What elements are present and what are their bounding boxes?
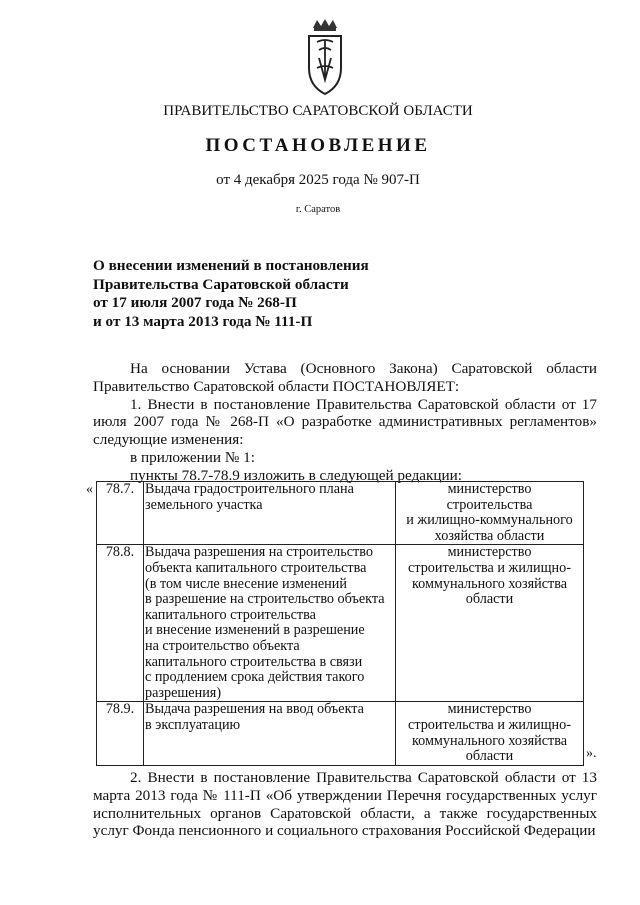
responsible-body-line: и жилищно-коммунального bbox=[406, 512, 573, 529]
body-section-1 bbox=[93, 360, 597, 485]
responsible-body-line: хозяйства области bbox=[434, 527, 545, 544]
service-name-line: Выдача градостроительного плана bbox=[145, 481, 354, 497]
item-number: 78.9. bbox=[97, 702, 144, 765]
service-name-line: на строительство объекта bbox=[145, 637, 300, 654]
service-name bbox=[144, 482, 396, 545]
responsible-body-line: строительства bbox=[446, 496, 533, 513]
responsible-body-line: министерство bbox=[447, 481, 532, 497]
government-name: ПРАВИТЕЛЬСТВО САРАТОВСКОЙ ОБЛАСТИ bbox=[163, 103, 473, 119]
responsible-body-line: министерство bbox=[447, 544, 532, 561]
responsible-body-line: коммунального хозяйства bbox=[411, 575, 568, 592]
responsible-body-line: области bbox=[465, 591, 514, 608]
document-date-number: от 4 декабря 2025 года № 907-П bbox=[216, 172, 420, 188]
table-row bbox=[97, 702, 584, 765]
service-name bbox=[144, 702, 396, 765]
document-city: г. Саратов bbox=[295, 204, 341, 215]
responsible-body bbox=[396, 545, 584, 702]
service-name bbox=[144, 545, 396, 702]
service-name-line: земельного участка bbox=[145, 496, 263, 513]
service-name-line: капитального строительства bbox=[145, 606, 316, 623]
responsible-body bbox=[396, 702, 584, 765]
intro-paragraph: На основании Устава (Основного Закона) Саратовской области Правительство Саратовской области ПОСТАНОВЛЯЕТ: bbox=[93, 360, 597, 395]
service-name-line: в разрешение на строительство объекта bbox=[145, 591, 385, 608]
item-number: 78.8. bbox=[97, 545, 144, 702]
responsible-body-line: области bbox=[465, 748, 514, 765]
responsible-body-line: коммунального хозяйства bbox=[411, 732, 568, 749]
service-name-line: капитального строительства в связи bbox=[145, 653, 363, 670]
appendix-line: в приложении № 1: bbox=[130, 448, 255, 466]
quote-open: « bbox=[86, 482, 93, 497]
subject-line: от 17 июля 2007 года № 268-П bbox=[93, 294, 297, 312]
responsible-body bbox=[396, 482, 584, 545]
responsible-body-line: строительства и жилищно- bbox=[408, 559, 571, 576]
item-2-paragraph: 2. Внести в постановление Правительства Саратовской области от 13 марта 2013 года № 111-П «Об утверждении Перечня государственных услуг исполнительных органов Саратовской области, а также государственных услуг Фонда пенсионного и социального страхования Российской Федерации bbox=[93, 769, 597, 840]
points-line: пункты 78.7-78.9 изложить в следующей редакции: bbox=[130, 466, 463, 484]
item-1-paragraph: 1. Внести в постановление Правительства Саратовской области от 17 июля 2007 года № 268-П «О разработке административных регламентов» следующие изменения: bbox=[93, 395, 597, 449]
subject-line: Правительства Саратовской области bbox=[93, 275, 349, 293]
table-row bbox=[97, 545, 584, 702]
subject-line: О внесении изменений в постановления bbox=[93, 257, 369, 274]
quote-close: ». bbox=[586, 746, 597, 761]
service-name-line: с продлением срока действия такого bbox=[145, 669, 365, 686]
subject-line: и от 13 марта 2013 года № 111-П bbox=[93, 312, 313, 330]
coat-of-arms-emblem bbox=[305, 18, 345, 98]
document-subject bbox=[93, 257, 369, 331]
responsible-body-line: министерство bbox=[447, 701, 532, 718]
service-name-line: Выдача разрешения на строительство bbox=[145, 544, 373, 561]
service-name-line: и внесение изменений в разрешение bbox=[145, 622, 365, 639]
document-type-title: ПОСТАНОВЛЕНИЕ bbox=[205, 135, 431, 156]
responsible-body-line: строительства и жилищно- bbox=[408, 716, 571, 733]
service-name-line: разрешения) bbox=[145, 684, 222, 701]
item-number: 78.7. bbox=[97, 482, 144, 545]
service-name-line: (в том числе внесение изменений bbox=[145, 575, 347, 592]
service-name-line: объекта капитального строительства bbox=[145, 559, 367, 576]
service-name-line: в эксплуатацию bbox=[145, 716, 241, 733]
body-section-2 bbox=[93, 769, 597, 840]
table-row bbox=[97, 482, 584, 545]
service-name-line: Выдача разрешения на ввод объекта bbox=[145, 701, 364, 718]
services-table bbox=[96, 481, 584, 766]
